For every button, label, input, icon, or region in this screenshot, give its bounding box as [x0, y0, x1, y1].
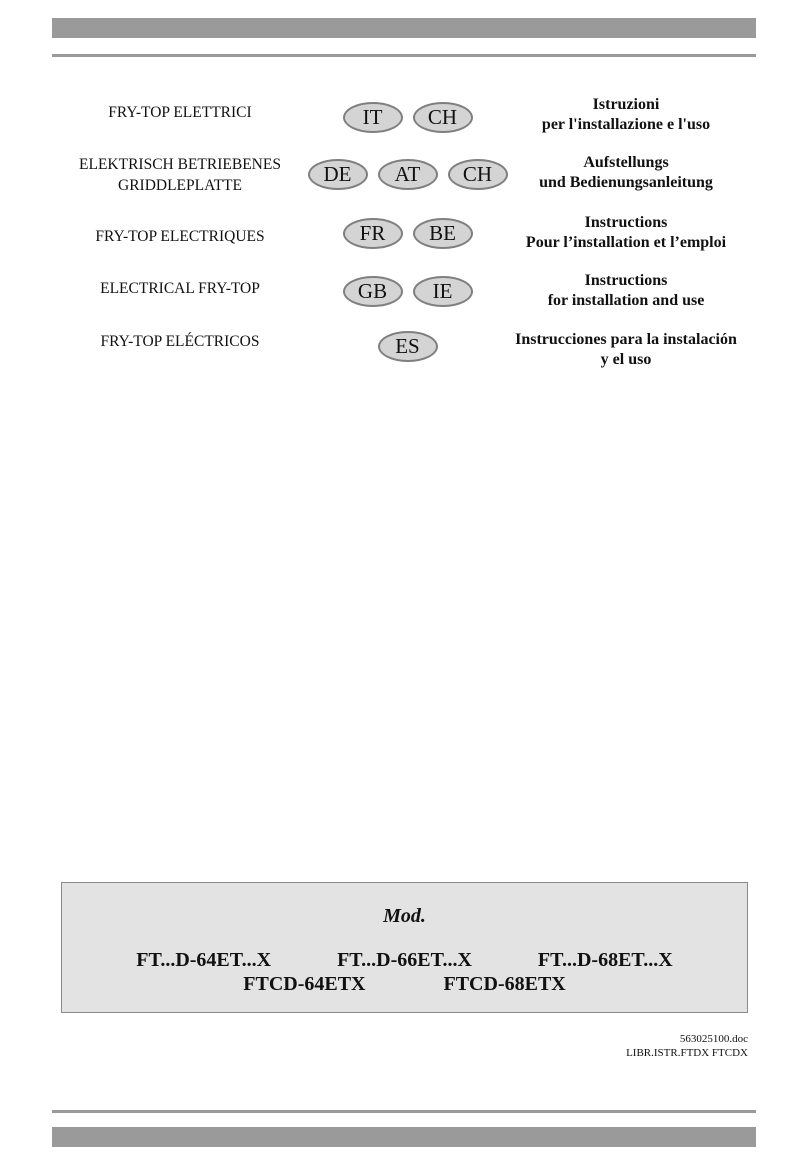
language-badge-be: BE — [413, 218, 473, 249]
instructions-title — [500, 271, 752, 311]
language-badges — [300, 218, 515, 249]
document-reference — [626, 1032, 748, 1060]
model-title: Mod. — [383, 905, 426, 927]
model-code: FT...D-66ET...X — [337, 949, 472, 971]
language-badge-ch: CH — [448, 159, 508, 190]
product-name — [60, 278, 300, 299]
product-name-line: GRIDDLEPLATTE — [118, 177, 242, 194]
instructions-line: Instructions — [584, 214, 668, 231]
model-code: FT...D-64ET...X — [136, 949, 272, 971]
instructions-line: Istruzioni — [592, 96, 660, 113]
instructions-title — [500, 153, 752, 193]
product-name — [60, 226, 300, 247]
language-badge-fr: FR — [343, 218, 403, 249]
language-badges — [300, 331, 515, 362]
model-code: FT...D-68ET...X — [537, 949, 673, 971]
product-name-line: ELEKTRISCH BETRIEBENES — [79, 156, 281, 173]
model-box — [61, 882, 748, 1013]
instructions-line: Instructions — [584, 272, 668, 289]
document-file: 563025100.doc — [679, 1033, 748, 1045]
language-badge-gb: GB — [343, 276, 403, 307]
model-list-line-2 — [62, 973, 747, 996]
language-badge-es: ES — [378, 331, 438, 362]
product-name-line: FRY-TOP ELETTRICI — [108, 104, 252, 121]
language-badges — [300, 276, 515, 307]
instructions-line: Pour l’installation et l’emploi — [525, 234, 727, 251]
model-code: FTCD-64ETX — [243, 973, 366, 995]
footer-bar — [52, 1127, 756, 1147]
product-name — [60, 331, 300, 352]
product-name-line: ELECTRICAL FRY-TOP — [100, 280, 260, 297]
header-rule — [52, 54, 756, 57]
model-list-line-1 — [62, 949, 747, 972]
language-badge-at: AT — [378, 159, 438, 190]
instructions-line: Aufstellungs — [583, 154, 669, 171]
product-name — [60, 154, 300, 196]
product-name-line: FRY-TOP ELECTRIQUES — [95, 228, 265, 245]
language-badge-de: DE — [308, 159, 368, 190]
instructions-line: per l'installazione e l'uso — [541, 116, 711, 133]
header-bar — [52, 18, 756, 38]
instructions-line: Instrucciones para la instalación — [515, 331, 737, 348]
language-badges — [300, 159, 515, 190]
instructions-title — [500, 330, 752, 370]
language-badge-ie: IE — [413, 276, 473, 307]
product-name-line: FRY-TOP ELÉCTRICOS — [100, 333, 260, 350]
instructions-line: und Bedienungsanleitung — [539, 174, 713, 191]
document-code: LIBR.ISTR.FTDX FTCDX — [626, 1047, 748, 1059]
instructions-line: for installation and use — [547, 292, 705, 309]
language-badge-ch: CH — [413, 102, 473, 133]
language-badges — [300, 102, 515, 133]
language-badge-it: IT — [343, 102, 403, 133]
instructions-title — [500, 95, 752, 135]
product-name — [60, 102, 300, 123]
instructions-title — [500, 213, 752, 253]
instructions-line: y el uso — [600, 351, 652, 368]
model-code: FTCD-68ETX — [443, 973, 566, 995]
footer-rule — [52, 1110, 756, 1113]
